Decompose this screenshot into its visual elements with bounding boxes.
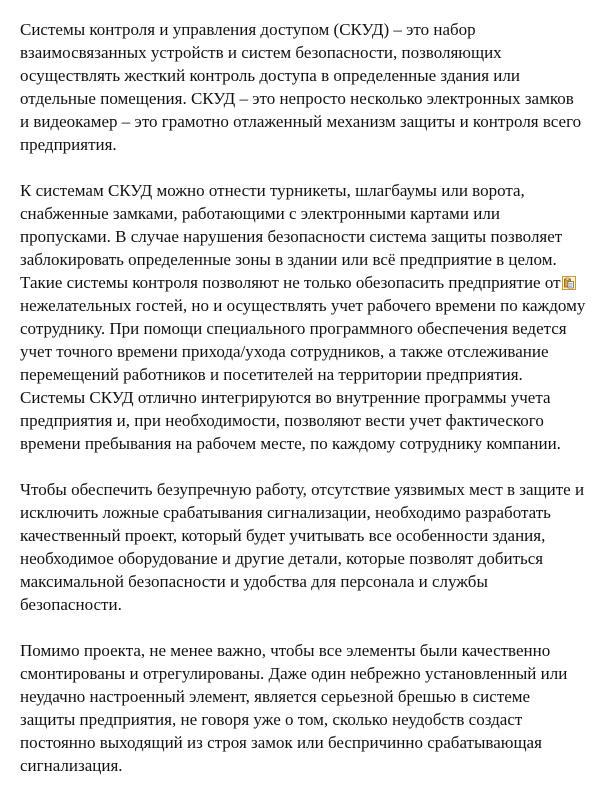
text-line: снабженные замками, работающими с электронными картами или (20, 204, 500, 223)
text-line: исключить ложные срабатывания сигнализации, необходимо разработать (20, 503, 551, 522)
text-line: отдельные помещения. СКУД – это непросто несколько электронных замков (20, 89, 574, 108)
text-line: Системы контроля и управления доступом (СКУД) – это набор (20, 20, 476, 39)
text-line: качественный проект, который будет учитывать все особенности здания, (20, 526, 546, 545)
text-line: постоянно выходящий из строя замок или беспричинно срабатывающая (20, 733, 542, 752)
paragraph-1 (20, 18, 588, 156)
text-line: заблокировать определенные зоны в здании или всё предприятие в целом. (20, 250, 557, 269)
text-line: предприятия. (20, 135, 117, 154)
text-line: учет точного времени прихода/ухода сотрудников, а также отслеживание (20, 342, 549, 361)
text-line: пропусками. В случае нарушения безопасности система защиты позволяет (20, 227, 563, 246)
paragraph-3 (20, 478, 588, 616)
text-line: неудачно настроенный элемент, является серьезной брешью в системе (20, 687, 531, 706)
text-line: времени пребывания на рабочем месте, по каждому сотруднику компании. (20, 434, 561, 453)
text-line: перемещений работников и посетителей на территории предприятия. (20, 365, 523, 384)
text-line: Помимо проекта, не менее важно, чтобы все элементы были качественно (20, 641, 551, 660)
text-line: Системы СКУД отлично интегрируются во внутренние программы учета (20, 388, 551, 407)
text-line: безопасности. (20, 595, 122, 614)
text-line-with-paste (20, 271, 588, 294)
paragraph-2 (20, 179, 588, 455)
text-line: и видеокамер – это грамотно отлаженный механизм защиты и контроля всего (20, 112, 582, 131)
text-line: предприятия и, при необходимости, позволяют вести учет фактического (20, 411, 544, 430)
text-line: Чтобы обеспечить безупречную работу, отсутствие уязвимых мест в защите и (20, 480, 585, 499)
clipboard-icon (563, 277, 575, 289)
text-line: сигнализация. (20, 756, 123, 775)
document-body (20, 18, 588, 800)
text-line: взаимосвязанных устройств и систем безопасности, позволяющих (20, 43, 502, 62)
text-line: смонтированы и отрегулированы. Даже один небрежно установленный или (20, 664, 568, 683)
paste-options-icon[interactable] (562, 276, 576, 290)
text-line: сотруднику. При помощи специального программного обеспечения ведется (20, 319, 567, 338)
text-line: осуществлять жесткий контроль доступа в определенные здания или (20, 66, 520, 85)
text-line: необходимое оборудование и другие детали, которые позволят добиться (20, 549, 544, 568)
paragraph-4 (20, 639, 588, 777)
text-line: К системам СКУД можно отнести турникеты, шлагбаумы или ворота, (20, 181, 525, 200)
text-line: максимальной безопасности и удобства для персонала и службы (20, 572, 488, 591)
text-line: защиты предприятия, не говоря уже о том, сколько неудобств создаст (20, 710, 523, 729)
text-line-content: Такие системы контроля позволяют не только обезопасить предприятие от (20, 273, 561, 292)
text-line: нежелательных гостей, но и осуществлять учет рабочего времени по каждому (20, 296, 586, 315)
